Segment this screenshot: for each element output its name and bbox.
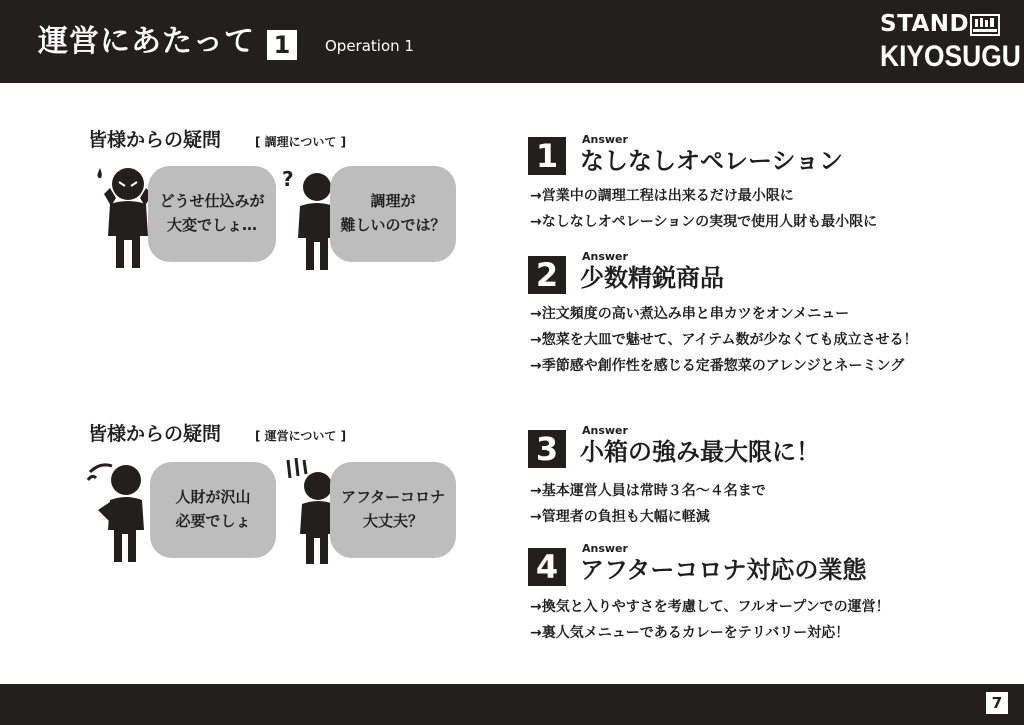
answer-number-3: 3	[528, 430, 566, 468]
answer-number-1: 1	[528, 137, 566, 175]
answer-label-2: Answer	[582, 250, 628, 263]
worried-person-icon	[96, 164, 156, 272]
section-number-badge: 1	[267, 30, 297, 60]
answer-point: →なしなしオペレーションの実現で使用人財も最小限に	[530, 214, 878, 230]
speech-bubble-1	[148, 166, 276, 262]
page-title: 運営にあたって	[38, 24, 255, 59]
speech-line-4a: アフターコロナ	[341, 488, 445, 506]
answer-point: →基本運営人員は常時３名～４名まで	[530, 483, 766, 499]
page-number: 7	[986, 692, 1008, 714]
speech-line-2b: 難しいのでは？	[340, 216, 446, 234]
brand-logo	[860, 8, 1021, 76]
question-heading-1: 皆様からの疑問	[88, 129, 222, 151]
brand-line2: KIYOSUGU	[880, 40, 1021, 73]
confused-person-icon	[84, 460, 156, 566]
speech-line-1b: 大変でしょ…	[166, 216, 257, 234]
answer-title-2: 少数精鋭商品	[580, 264, 724, 292]
answer-title-4: アフターコロナ対応の業態	[580, 556, 867, 584]
answer-label-4: Answer	[582, 542, 628, 555]
speech-line-2a: 調理が	[370, 192, 416, 210]
speech-line-1a: どうせ仕込みが	[159, 192, 265, 210]
speech-line-3b: 必要でしょ	[175, 512, 251, 530]
question-topic-1: [ 調理について ]	[255, 135, 347, 149]
answer-point: →注文頻度の高い煮込み串と串カツをオンメニュー	[530, 306, 850, 322]
answer-point: →換気と入りやすさを考慮して、フルオープンでの運営！	[530, 599, 890, 615]
brand-line1: STAND	[880, 11, 970, 37]
speech-bubble-4	[330, 462, 456, 558]
answer-point: →管理者の負担も大幅に軽減	[530, 509, 710, 525]
bar-counter-icon	[970, 14, 1000, 36]
answer-point: →季節感や創作性を感じる定番惣菜のアレンジとネーミング	[530, 358, 905, 374]
question-mark-icon: ?	[282, 167, 294, 191]
speech-line-3a: 人財が沢山	[175, 488, 251, 506]
question-heading-2: 皆様からの疑問	[88, 423, 222, 445]
answer-point: →裏人気メニューであるカレーをテリバリー対応！	[530, 625, 850, 641]
answer-number-2: 2	[528, 256, 566, 294]
answer-point: →営業中の調理工程は出来るだけ最小限に	[530, 188, 794, 204]
answer-label-1: Answer	[582, 133, 628, 146]
page-subtitle: Operation 1	[325, 37, 414, 55]
answer-label-3: Answer	[582, 424, 628, 437]
footer-bar	[0, 684, 1024, 725]
question-topic-2: [ 運営について ]	[255, 429, 347, 443]
speech-bubble-3	[150, 462, 276, 558]
speech-line-4b: 大丈夫？	[362, 512, 423, 530]
answer-number-4: 4	[528, 548, 566, 586]
answer-point: →惣菜を大皿で魅せて、アイテム数が少なくても成立させる！	[530, 332, 918, 348]
speech-bubble-2	[330, 166, 456, 262]
answer-title-1: なしなしオペレーション	[580, 147, 844, 175]
answer-title-3: 小箱の強み最大限に！	[580, 438, 820, 466]
